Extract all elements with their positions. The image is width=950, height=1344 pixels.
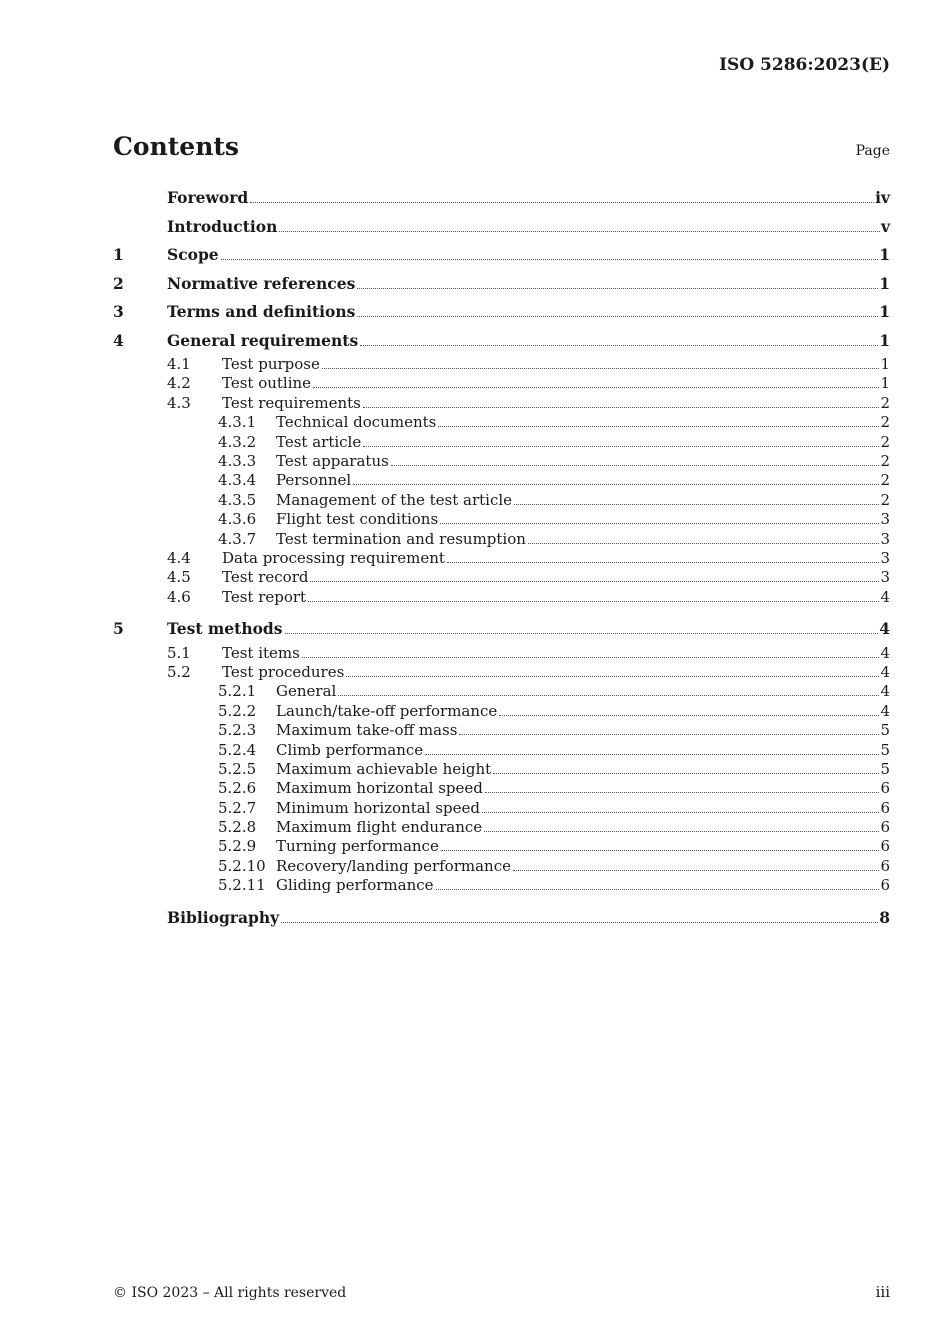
toc-entry-number: 4.3.2 xyxy=(218,432,257,451)
toc-entry-page: 5 xyxy=(880,759,890,778)
toc-entry-page: 4 xyxy=(880,682,890,701)
toc-entry-title: Foreword xyxy=(167,188,249,207)
dot-leader xyxy=(484,831,879,832)
dot-leader xyxy=(459,734,879,735)
toc-entry-number: 2 xyxy=(113,273,124,293)
dot-leader xyxy=(438,426,879,427)
dot-leader xyxy=(250,202,874,203)
toc-entry-page: 3 xyxy=(880,568,890,587)
toc-entry-title: Test purpose xyxy=(222,355,320,373)
dot-leader xyxy=(436,889,880,890)
toc-entry-number: 5.2.8 xyxy=(218,818,257,837)
page-number: iii xyxy=(875,1283,890,1301)
dot-leader xyxy=(279,231,880,232)
toc-entry[interactable] xyxy=(113,530,890,549)
toc-entry-number: 5.2.6 xyxy=(218,779,257,798)
toc-entry-page: 4 xyxy=(880,643,890,662)
toc-entry[interactable] xyxy=(113,588,890,607)
dot-leader xyxy=(338,695,879,696)
toc-entry-title: General xyxy=(276,682,337,701)
dot-leader xyxy=(285,633,879,634)
toc-entry-title: Test apparatus xyxy=(276,451,389,470)
toc-entry-page: 6 xyxy=(880,818,890,837)
toc-entry-page: 6 xyxy=(880,856,890,875)
toc-entry[interactable] xyxy=(113,471,890,490)
toc-entry-number: 5.2.7 xyxy=(218,798,257,817)
toc-entry-title: Maximum take-off mass xyxy=(276,721,458,740)
toc-entry-title: Launch/take-off performance xyxy=(276,701,498,720)
toc-entry-title: Flight test conditions xyxy=(276,510,439,529)
dot-leader xyxy=(499,715,879,716)
toc-entry-number: 4.3.4 xyxy=(218,471,257,490)
toc-entry-title: Test article xyxy=(276,432,362,451)
toc-entry-title: Test items xyxy=(222,643,300,662)
toc-entry-title: Test record xyxy=(222,568,309,587)
toc-entry[interactable] xyxy=(113,876,890,895)
table-of-contents xyxy=(113,184,890,932)
toc-entry-number: 5.2.3 xyxy=(218,721,257,740)
toc-entry[interactable] xyxy=(113,857,890,876)
toc-entry[interactable] xyxy=(113,615,890,644)
toc-entry[interactable] xyxy=(113,374,890,393)
toc-entry[interactable] xyxy=(113,452,890,471)
toc-entry-title: Maximum horizontal speed xyxy=(276,779,483,798)
toc-entry-number: 4.4 xyxy=(167,548,191,567)
dot-leader xyxy=(514,504,879,505)
toc-entry[interactable] xyxy=(113,327,890,356)
toc-entry-number: 4.2 xyxy=(167,374,191,393)
toc-entry-number: 4.1 xyxy=(167,355,191,373)
toc-entry[interactable] xyxy=(113,702,890,721)
toc-entry[interactable] xyxy=(113,741,890,760)
toc-entry-page: 2 xyxy=(880,490,890,509)
toc-entry-page: 1 xyxy=(880,374,890,393)
toc-entry-title: Normative references xyxy=(167,273,356,293)
toc-entry[interactable] xyxy=(113,184,890,213)
dot-leader xyxy=(357,316,878,317)
toc-entry-number: 4.3 xyxy=(167,393,191,412)
toc-entry-page: 1 xyxy=(879,302,890,321)
toc-entry-number: 5.2.1 xyxy=(218,682,257,701)
dot-leader xyxy=(441,850,880,851)
toc-entry[interactable] xyxy=(113,837,890,856)
toc-entry-page: 4 xyxy=(879,619,890,639)
toc-entry-number: 4.3.3 xyxy=(218,451,257,470)
toc-entry-page: 2 xyxy=(880,393,890,412)
toc-entry-title: Terms and definitions xyxy=(167,302,356,321)
toc-entry-number: 3 xyxy=(113,302,124,321)
dot-leader xyxy=(221,259,879,260)
toc-entry-page: 3 xyxy=(880,529,890,548)
toc-entry[interactable] xyxy=(113,394,890,413)
toc-entry[interactable] xyxy=(113,818,890,837)
toc-entry[interactable] xyxy=(113,433,890,452)
toc-entry-number: 5.2.10 xyxy=(218,856,266,875)
toc-entry-number: 4 xyxy=(113,330,124,350)
toc-entry-title: Climb performance xyxy=(276,740,424,759)
dot-leader xyxy=(447,562,879,563)
toc-entry[interactable] xyxy=(113,760,890,779)
toc-entry-number: 4.6 xyxy=(167,587,191,606)
toc-entry[interactable] xyxy=(113,270,890,299)
toc-entry-number: 4.3.5 xyxy=(218,490,257,509)
toc-entry-title: Test report xyxy=(222,587,307,606)
toc-entry[interactable] xyxy=(113,213,890,242)
toc-entry-page: iv xyxy=(875,188,890,207)
toc-entry-title: Minimum horizontal speed xyxy=(276,798,480,817)
toc-entry[interactable] xyxy=(113,663,890,682)
toc-entry-title: Data processing requirement xyxy=(222,548,445,567)
toc-entry[interactable] xyxy=(113,779,890,798)
toc-entry[interactable] xyxy=(113,799,890,818)
toc-entry-number: 5.2.9 xyxy=(218,837,257,856)
page-title: Contents xyxy=(113,132,240,161)
toc-entry-title: Maximum flight endurance xyxy=(276,818,483,837)
toc-entry-page: 6 xyxy=(880,798,890,817)
toc-entry-page: 5 xyxy=(880,740,890,759)
toc-entry-number: 5.1 xyxy=(167,643,191,662)
toc-entry-page: 1 xyxy=(880,355,890,373)
dot-leader xyxy=(528,543,880,544)
toc-entry-number: 1 xyxy=(113,245,124,264)
toc-entry-page: v xyxy=(880,216,890,236)
dot-leader xyxy=(310,581,879,582)
toc-entry-number: 5.2.2 xyxy=(218,701,257,720)
toc-entry[interactable] xyxy=(113,644,890,663)
copyright-notice: © ISO 2023 – All rights reserved xyxy=(113,1285,347,1301)
toc-entry[interactable] xyxy=(113,298,890,327)
toc-entry-title: Recovery/landing performance xyxy=(276,856,511,875)
toc-entry-page: 5 xyxy=(880,721,890,740)
toc-entry-title: Test methods xyxy=(167,619,283,639)
toc-entry-page: 2 xyxy=(880,451,890,470)
dot-leader xyxy=(360,345,878,346)
toc-entry[interactable] xyxy=(113,568,890,587)
toc-entry-page: 4 xyxy=(880,701,890,720)
toc-entry-title: Bibliography xyxy=(167,907,280,927)
toc-entry[interactable] xyxy=(113,491,890,510)
toc-entry-number: 4.5 xyxy=(167,568,191,587)
toc-entry-number: 5.2 xyxy=(167,662,191,681)
toc-entry[interactable] xyxy=(113,241,890,270)
toc-entry-title: Introduction xyxy=(167,216,278,236)
toc-entry-title: Personnel xyxy=(276,471,352,490)
toc-entry-title: Gliding performance xyxy=(276,876,434,895)
toc-entry-title: Test requirements xyxy=(222,393,361,412)
dot-leader xyxy=(482,812,880,813)
dot-leader xyxy=(346,676,879,677)
toc-entry[interactable] xyxy=(113,510,890,529)
toc-entry-title: Maximum achievable height xyxy=(276,759,492,778)
toc-entry-title: Test outline xyxy=(222,374,312,393)
dot-leader xyxy=(322,368,880,369)
toc-entry-page: 3 xyxy=(880,548,890,567)
toc-entry[interactable] xyxy=(113,904,890,933)
toc-entry-title: Scope xyxy=(167,245,219,264)
toc-entry-title: Test termination and resumption xyxy=(276,529,526,548)
toc-entry[interactable] xyxy=(113,721,890,740)
toc-entry-number: 4.3.1 xyxy=(218,413,257,432)
toc-entry[interactable] xyxy=(113,413,890,432)
dot-leader xyxy=(353,484,879,485)
dot-leader xyxy=(493,773,879,774)
toc-entry[interactable] xyxy=(113,682,890,701)
toc-entry-title: Management of the test article xyxy=(276,490,513,509)
dot-leader xyxy=(357,288,878,289)
toc-entry-page: 8 xyxy=(879,907,890,927)
toc-entry-page: 2 xyxy=(880,471,890,490)
dot-leader xyxy=(308,601,879,602)
toc-entry-page: 3 xyxy=(880,510,890,529)
toc-entry-page: 2 xyxy=(880,432,890,451)
toc-entry-page: 6 xyxy=(880,779,890,798)
document-id: ISO 5286:2023(E) xyxy=(719,55,890,75)
toc-entry-title: General requirements xyxy=(167,330,359,350)
dot-leader xyxy=(485,792,880,793)
dot-leader xyxy=(281,922,878,923)
toc-entry-page: 4 xyxy=(880,662,890,681)
toc-entry-number: 5.2.11 xyxy=(218,876,266,895)
toc-entry-page: 1 xyxy=(879,245,890,264)
toc-entry-page: 4 xyxy=(880,587,890,606)
toc-entry-number: 5.2.4 xyxy=(218,740,257,759)
dot-leader xyxy=(513,870,879,871)
dot-leader xyxy=(363,407,880,408)
toc-entry-page: 1 xyxy=(879,273,890,293)
toc-entry[interactable] xyxy=(113,549,890,568)
dot-leader xyxy=(425,754,879,755)
page-column-label: Page xyxy=(855,143,890,159)
dot-leader xyxy=(302,657,880,658)
toc-entry-page: 6 xyxy=(880,876,890,895)
dot-leader xyxy=(391,465,880,466)
toc-entry-title: Technical documents xyxy=(276,413,437,432)
toc-entry-number: 4.3.6 xyxy=(218,510,257,529)
dot-leader xyxy=(440,523,879,524)
toc-entry-page: 2 xyxy=(880,413,890,432)
dot-leader xyxy=(313,387,879,388)
toc-entry-title: Test procedures xyxy=(222,662,345,681)
dot-leader xyxy=(363,446,879,447)
toc-entry[interactable] xyxy=(113,355,890,374)
toc-entry-number: 5.2.5 xyxy=(218,759,257,778)
toc-entry-number: 4.3.7 xyxy=(218,529,257,548)
toc-entry-page: 6 xyxy=(880,837,890,856)
toc-entry-number: 5 xyxy=(113,619,124,639)
toc-entry-page: 1 xyxy=(879,330,890,350)
toc-entry-title: Turning performance xyxy=(276,837,439,856)
